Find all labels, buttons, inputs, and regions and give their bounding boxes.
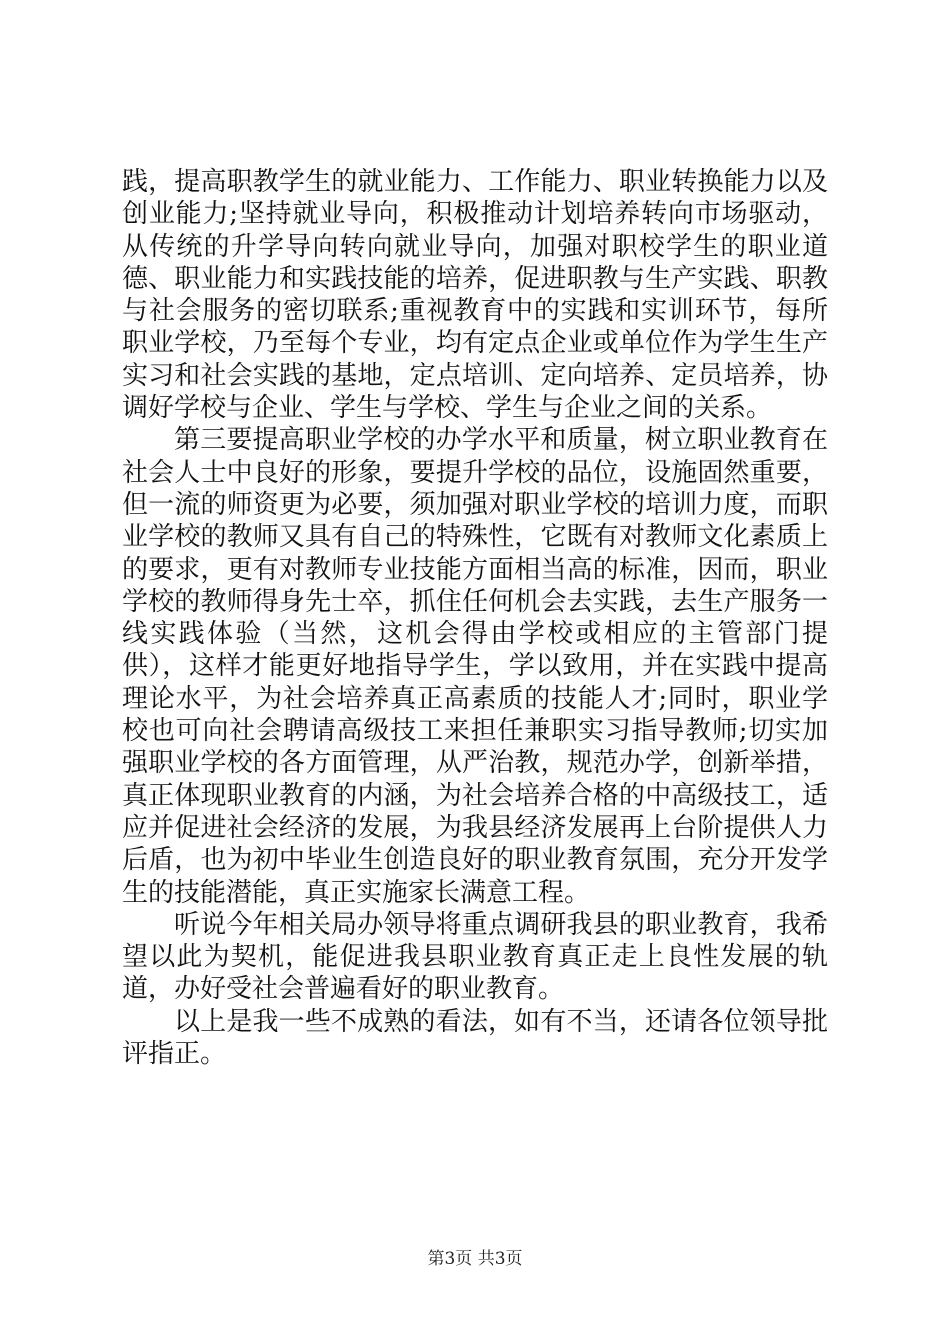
document-body: [122, 166, 828, 1070]
page-number-footer: 第3页 共3页: [427, 1249, 523, 1269]
paragraph-research-opportunity: 听说今年相关局办领导将重点调研我县的职业教育，我希望以此为契机，能促进我县职业教育真正走上良性发展的轨道，办好受社会普遍看好的职业教育。: [122, 909, 828, 1005]
paragraph-teacher-quality: 第三要提高职业学校的办学水平和质量，树立职业教育在社会人士中良好的形象，要提升学校的品位，设施固然重要，但一流的师资更为必要，须加强对职业学校的培训力度，而职业学校的教师又具有自己的特殊性，它既有对教师文化素质上的要求，更有对教师专业技能方面相当高的标准，因而，职业学校的教师得身先士卒，抓住任何机会去实践，去生产服务一线实践体验（当然，这机会得由学校或相应的主管部门提供），这样才能更好地指导学生，学以致用，并在实践中提高理论水平，为社会培养真正高素质的技能人才;同时，职业学校也可向社会聘请高级技工来担任兼职实习指导教师;切实加强职业学校的各方面管理，从严治教，规范办学，创新举措，真正体现职业教育的内涵，为社会培养合格的中高级技工，适应并促进社会经济的发展，为我县经济发展再上台阶提供人力后盾，也为初中毕业生创造良好的职业教育氛围，充分开发学生的技能潜能，真正实施家长满意工程。: [122, 425, 828, 908]
paragraph-closing-remark: 以上是我一些不成熟的看法，如有不当，还请各位领导批评指正。: [122, 1006, 828, 1070]
paragraph-continuation: 践，提高职教学生的就业能力、工作能力、职业转换能力以及创业能力;坚持就业导向，积极推动计划培养转向市场驱动，从传统的升学导向转向就业导向，加强对职校学生的职业道德、职业能力和实践技能的培养，促进职教与生产实践、职教与社会服务的密切联系;重视教育中的实践和实训环节，每所职业学校，乃至每个专业，均有定点企业或单位作为学生生产实习和社会实践的基地，定点培训、定向培养、定员培养，协调好学校与企业、学生与学校、学生与企业之间的关系。: [122, 167, 828, 424]
